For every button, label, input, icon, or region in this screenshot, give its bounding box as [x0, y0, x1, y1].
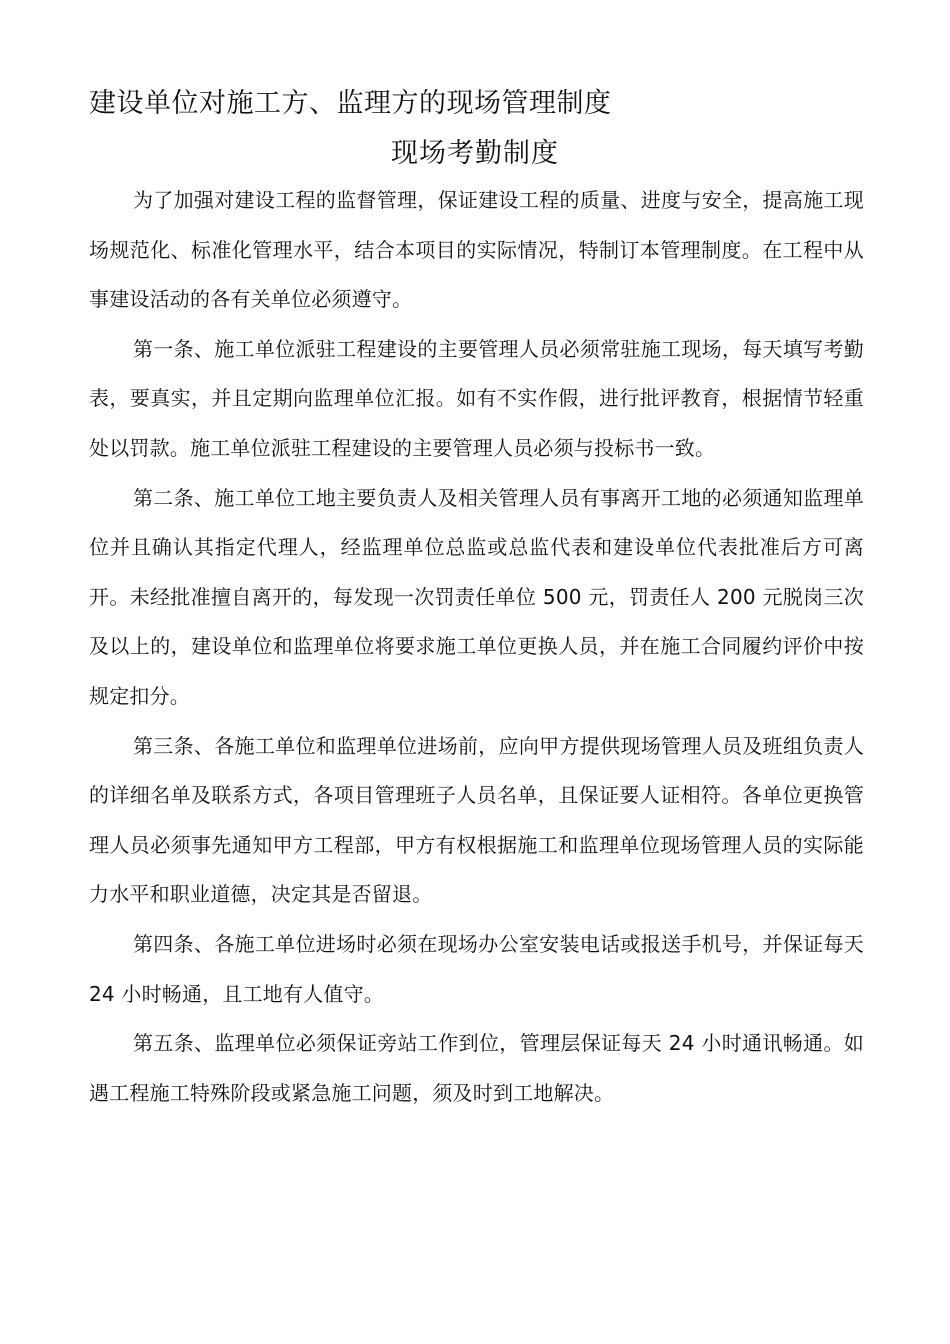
- intro-paragraph: 为了加强对建设工程的监督管理，保证建设工程的质量、进度与安全，提高施工现场规范化、标准化管理水平，结合本项目的实际情况，特制订本管理制度。在工程中从事建设活动的各有关单位必须遵守。: [89, 188, 864, 312]
- article-2-paragraph: 第二条、施工单位工地主要负责人及相关管理人员有事离开工地的必须通知监理单位并且确认其指定代理人，经监理单位总监或总监代表和建设单位代表批准后方可离开。未经批准擅自离开的，每发现一次罚责任单位 500 元，罚责任人 200 元脱岗三次及以上的，建设单位和监理单位将要求施工单位更换人员，并在施工合同履约评价中按规定扣分。: [89, 485, 864, 708]
- document-title: 建设单位对施工方、监理方的现场管理制度: [89, 88, 612, 119]
- document-body: [89, 176, 864, 1118]
- document-subtitle: 现场考勤制度: [391, 138, 559, 169]
- article-3-paragraph: 第三条、各施工单位和监理单位进场前，应向甲方提供现场管理人员及班组负责人的详细名单及联系方式，各项目管理班子人员名单，且保证要人证相符。各单位更换管理人员必须事先通知甲方工程部，甲方有权根据施工和监理单位现场管理人员的实际能力水平和职业道德，决定其是否留退。: [89, 733, 864, 907]
- article-5-paragraph: 第五条、监理单位必须保证旁站工作到位，管理层保证每天 24 小时通讯畅通。如遇工程施工特殊阶段或紧急施工问题，须及时到工地解决。: [89, 1031, 864, 1105]
- article-4-paragraph: 第四条、各施工单位进场时必须在现场办公室安装电话或报送手机号，并保证每天 24 小时畅通，且工地有人值守。: [89, 931, 864, 1006]
- article-1-paragraph: 第一条、施工单位派驻工程建设的主要管理人员必须常驻施工现场，每天填写考勤表，要真实，并且定期向监理单位汇报。如有不实作假，进行批评教育，根据情节轻重处以罚款。施工单位派驻工程建设的主要管理人员必须与投标书一致。: [89, 336, 864, 460]
